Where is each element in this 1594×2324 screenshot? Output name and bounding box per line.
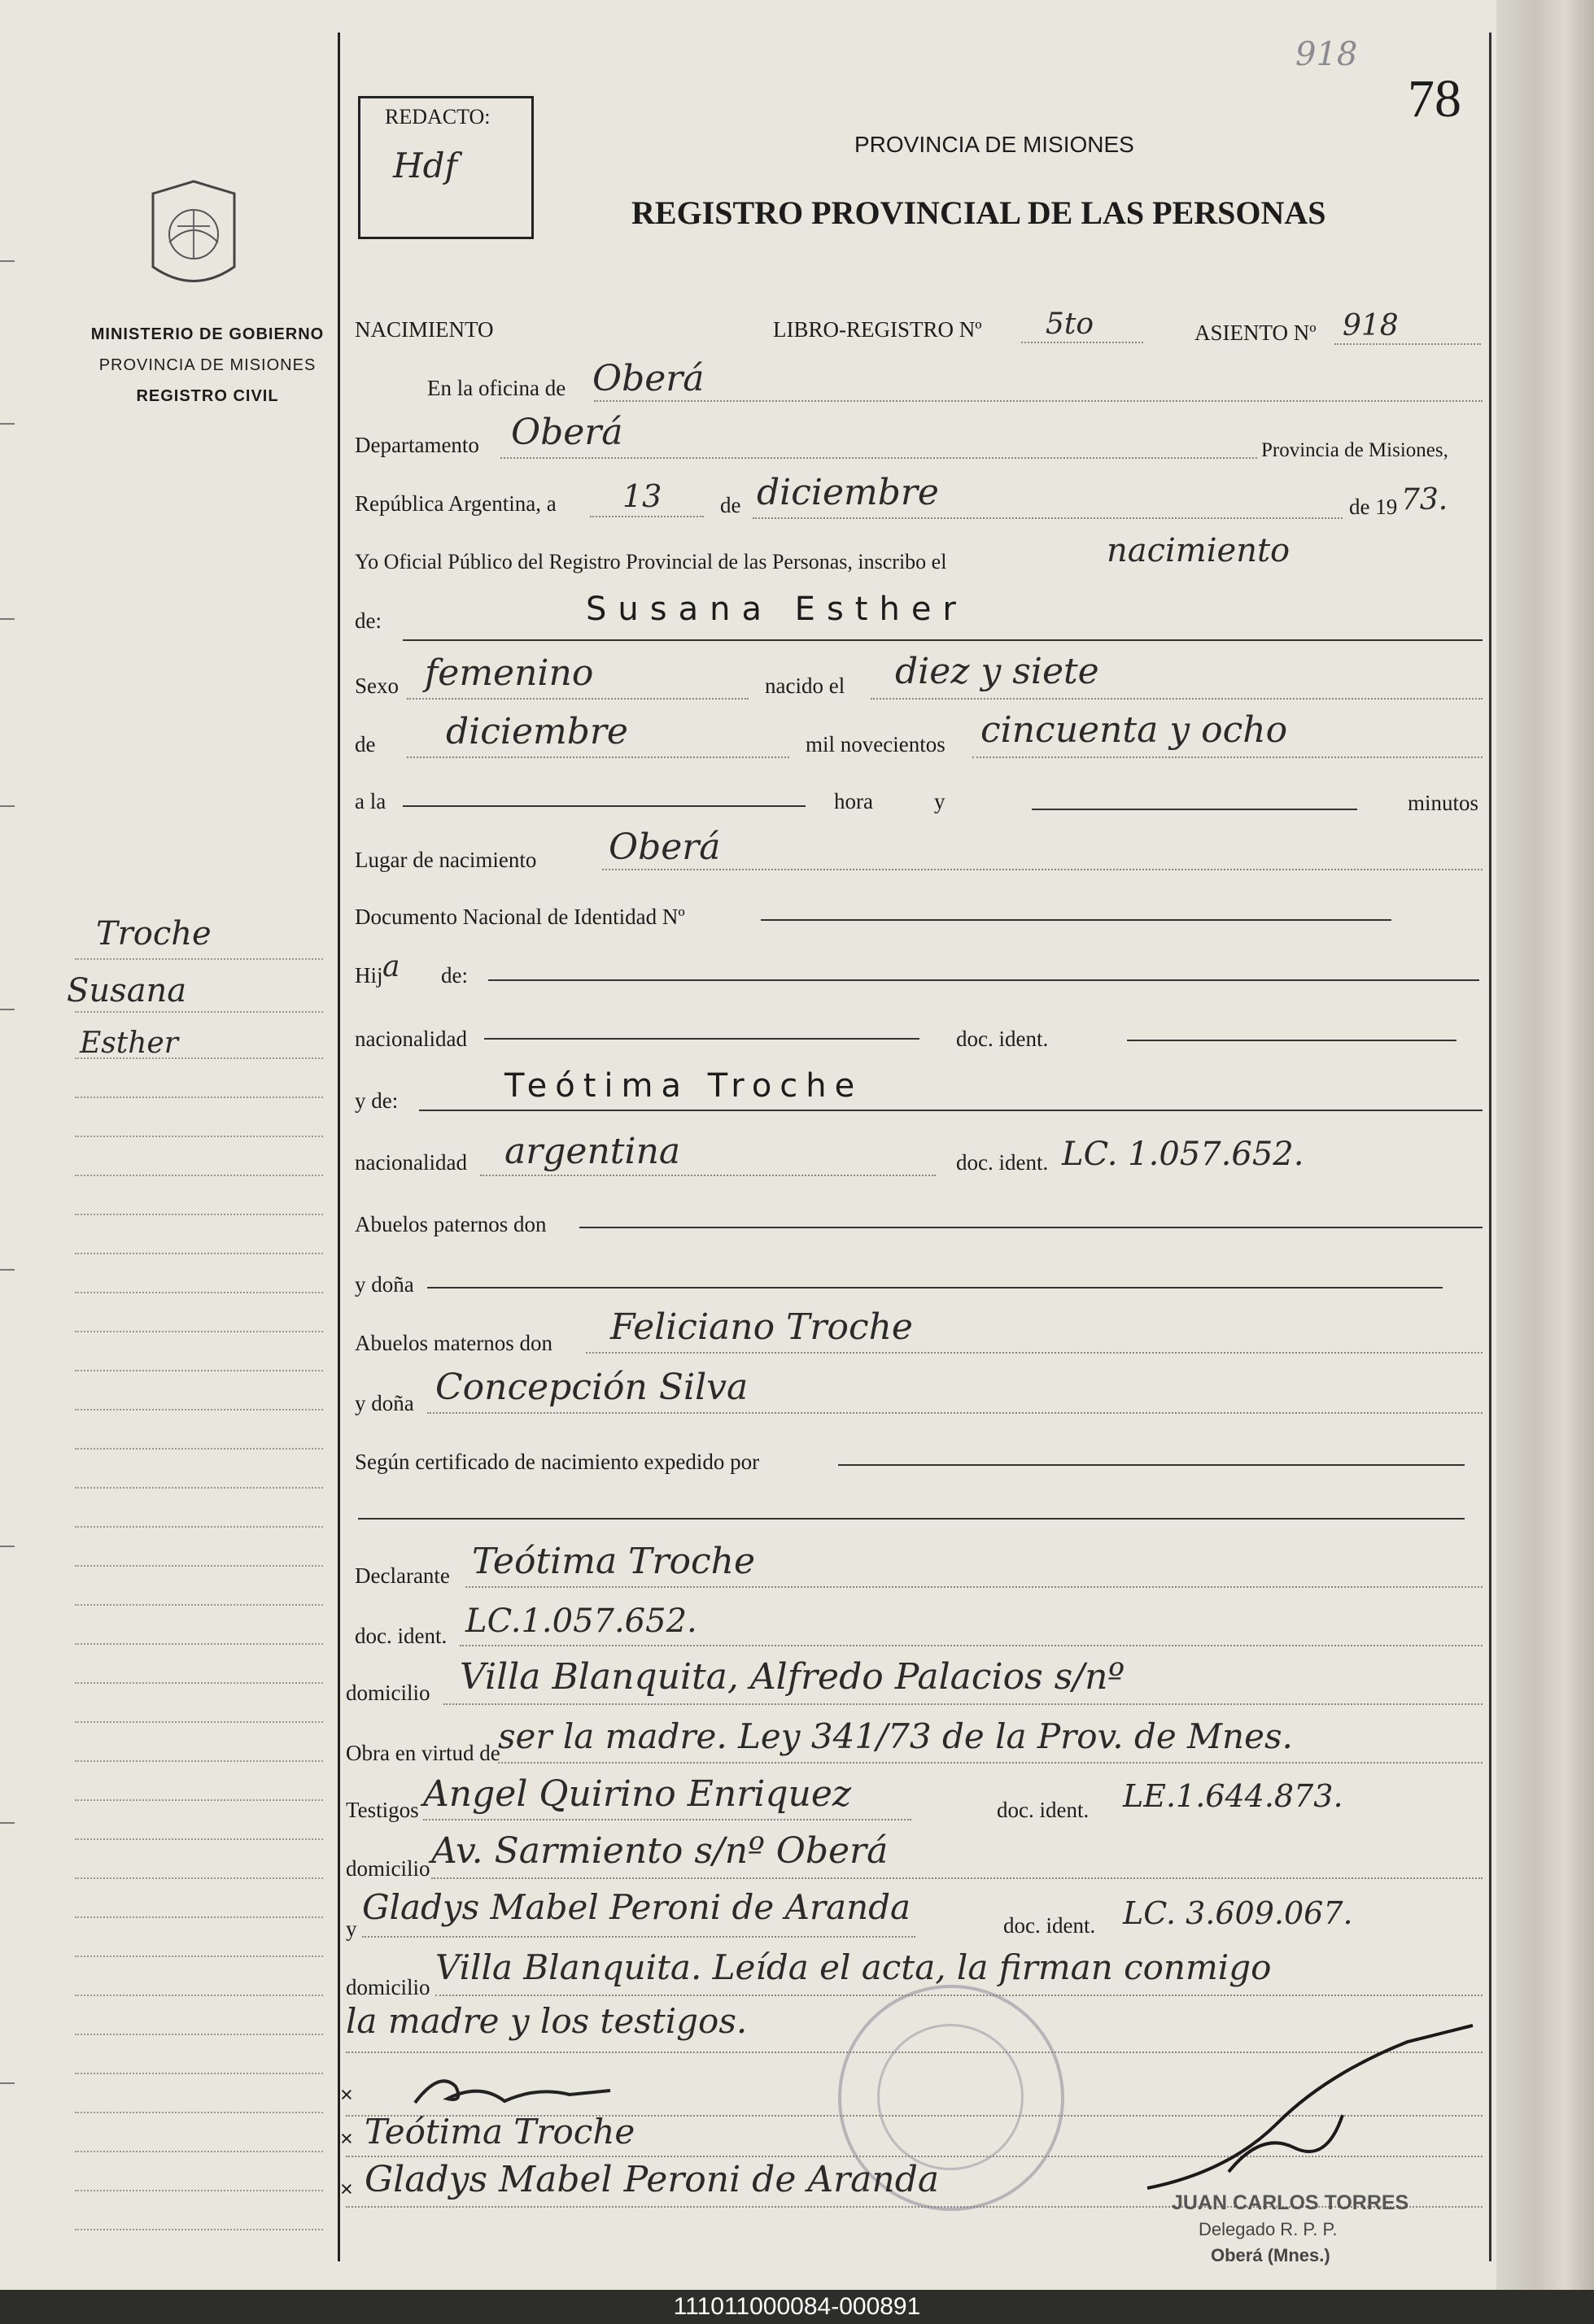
officer-place: Oberá (Mnes.) [1211, 2245, 1330, 2265]
sexo-line [407, 698, 749, 700]
testigo2-doc-label: doc. ident. [1003, 1913, 1096, 1938]
oficial-value: nacimiento [1107, 532, 1290, 569]
testigo1-domicilio: Av. Sarmiento s/nº Oberá [431, 1830, 889, 1872]
sig-mark-2: × [340, 2126, 353, 2151]
sidebar-line [75, 1995, 323, 1996]
year-label: de 19 [1349, 495, 1398, 519]
provincia-label: Provincia de Misiones, [1261, 439, 1448, 461]
declarante-label: Declarante [355, 1563, 450, 1588]
sidebar-line [75, 1799, 323, 1801]
father-nacionalidad-label: nacionalidad [355, 1027, 467, 1051]
mother-nacionalidad: argentina [504, 1131, 681, 1172]
departamento-label: Departamento [355, 433, 479, 457]
minutos-line [1032, 809, 1357, 810]
obra-line [498, 1762, 1483, 1764]
father-doc-line [1127, 1040, 1456, 1041]
ministry-line-1: MINISTERIO DE GOBIERNO [90, 325, 325, 343]
sidebar-line [75, 1409, 323, 1411]
province-heading: PROVINCIA DE MISIONES [854, 132, 1134, 157]
sidebar-line [75, 1253, 323, 1254]
sidebar-line [75, 2229, 323, 2230]
sidebar-line [75, 1487, 323, 1489]
abuelos-pat-label: Abuelos paternos don [355, 1212, 547, 1236]
redacto-box [358, 96, 534, 239]
republica-label: República Argentina, a [355, 491, 557, 516]
sidebar-line [75, 1877, 323, 1879]
asiento-line [1334, 343, 1481, 345]
officer-signature [1131, 2009, 1489, 2213]
edge-tick [0, 1546, 15, 1547]
libro-line [1021, 342, 1143, 343]
testigo1-name: Angel Quirino Enriquez [423, 1773, 852, 1815]
abuelo-pat-line [579, 1227, 1483, 1228]
hij-suffix: a [382, 950, 400, 983]
signature-1 [407, 2054, 618, 2119]
sidebar-line [75, 1721, 323, 1723]
testigo2-domicilio-label: domicilio [346, 1975, 430, 1999]
abuela-pat-label: y doña [355, 1272, 414, 1297]
type-label: NACIMIENTO [355, 317, 494, 342]
edge-tick [0, 1822, 15, 1824]
testigo1-doc: LE.1.644.873. [1123, 1778, 1343, 1814]
name-line [403, 639, 1483, 641]
month-line [753, 517, 1343, 519]
lugar-label: Lugar de nacimiento [355, 848, 537, 872]
oficial-text: Yo Oficial Público del Registro Provincial de las Personas, inscribo el [355, 550, 947, 573]
testigos-label: Testigos [346, 1798, 419, 1822]
testigo2-domicilio: Villa Blanquita. Leída el acta, la firman conmigo [435, 1947, 1272, 1987]
decl-doc-line [460, 1645, 1483, 1646]
sidebar-line [75, 1916, 323, 1918]
father-line [488, 979, 1479, 981]
round-stamp-inner [877, 2024, 1024, 2170]
redacto-label: REDACTO: [385, 105, 491, 129]
y-de-label: y de: [355, 1088, 399, 1113]
registered-name: Susana Esther [586, 591, 967, 628]
mil-label: mil novecientos [806, 732, 945, 756]
birth-year: cincuenta y ocho [980, 709, 1288, 751]
abuelos-mat-label: Abuelos maternos don [355, 1331, 552, 1355]
corner-number: 918 [1295, 36, 1358, 73]
edge-tick [0, 805, 15, 807]
testigo2-doc: LC. 3.609.067. [1123, 1895, 1353, 1931]
hij-de-label: de: [441, 963, 468, 988]
segun-label: Según certificado de nacimiento expedido por [355, 1450, 760, 1474]
sidebar-line [75, 1604, 323, 1606]
name-label: de: [355, 608, 382, 633]
mother-nacionalidad-label: nacionalidad [355, 1150, 467, 1175]
mother-line [419, 1110, 1483, 1111]
margin-second-name: Esther [80, 1027, 178, 1060]
sidebar-line [75, 1448, 323, 1450]
redacto-value: Hdf [393, 146, 458, 185]
decl-doc-value: LC.1.057.652. [465, 1602, 697, 1640]
decl-doc-label: doc. ident. [355, 1624, 448, 1648]
sig-mark-3: × [340, 2177, 353, 2201]
mother-doc: LC. 1.057.652. [1062, 1136, 1304, 1173]
sidebar-line [75, 2112, 323, 2113]
segun-line-2 [358, 1518, 1465, 1520]
sidebar-line [75, 1175, 323, 1176]
declarante-line [465, 1586, 1483, 1588]
decl-domicilio-label: domicilio [346, 1681, 430, 1705]
page-number: 78 [1408, 69, 1461, 129]
sidebar-line [75, 1331, 323, 1332]
obra-label: Obra en virtud de [346, 1741, 500, 1765]
abuelo-mat-line [586, 1352, 1483, 1354]
edge-tick [0, 1009, 15, 1010]
sidebar-line [75, 1370, 323, 1371]
de2-label: de [355, 732, 376, 756]
decl-domicilio-value: Villa Blanquita, Alfredo Palacios s/nº [460, 1656, 1125, 1698]
father-doc-label: doc. ident. [956, 1027, 1049, 1051]
sidebar-line [75, 1682, 323, 1684]
a-la-label: a la [355, 789, 386, 813]
libro-value: 5to [1046, 307, 1094, 341]
oficina-line [594, 400, 1483, 402]
minutos-label: minutos [1408, 791, 1479, 815]
nacido-line [871, 698, 1483, 700]
lugar-line [602, 869, 1483, 870]
registry-heading: REGISTRO PROVINCIAL DE LAS PERSONAS [631, 194, 1326, 231]
testigo1-dom-line [431, 1877, 1483, 1879]
de-label: de [720, 493, 741, 517]
lugar-value: Oberá [609, 826, 721, 868]
abuela-mat-line [427, 1412, 1483, 1414]
sidebar-line [75, 1214, 323, 1215]
sidebar-line [75, 2151, 323, 2152]
hij-label: Hij [355, 963, 383, 988]
day-line [590, 516, 704, 517]
sexo-value: femenino [425, 652, 594, 694]
officer-title: Delegado R. P. P. [1199, 2219, 1338, 2239]
testigo1-domicilio-label: domicilio [346, 1856, 430, 1881]
birth-month-line [407, 756, 789, 758]
ministry-seal [145, 177, 242, 299]
declarante-value: Teótima Troche [472, 1541, 756, 1582]
abuela-mat-value: Concepción Silva [435, 1367, 749, 1408]
father-nacionalidad-line [484, 1038, 919, 1040]
sidebar-line [75, 1011, 323, 1013]
testigo2-line [362, 1936, 915, 1938]
y-label: y [934, 789, 945, 813]
signature-2: Teótima Troche [365, 2112, 635, 2152]
sidebar-line [75, 1526, 323, 1528]
asiento-value: 918 [1343, 309, 1399, 342]
sexo-label: Sexo [355, 674, 399, 698]
mother-name: Teótima Troche [504, 1067, 863, 1105]
abuela-mat-label: y doña [355, 1391, 414, 1415]
obra-value: ser la madre. Ley 341/73 de la Prov. de Mnes. [498, 1716, 1293, 1756]
sidebar-line [75, 1292, 323, 1293]
sig-mark-1: × [340, 2082, 353, 2107]
sidebar-line [75, 2034, 323, 2035]
sidebar-line [75, 1956, 323, 1957]
testigo1-line [423, 1819, 911, 1820]
dni-line [761, 919, 1391, 921]
month-value: diciembre [757, 472, 939, 513]
edge-tick [0, 618, 15, 620]
day-value: 13 [622, 478, 662, 514]
edge-tick [0, 1269, 15, 1271]
sidebar-line [75, 2190, 323, 2191]
margin-first-name: Susana [67, 972, 187, 1009]
sidebar-line [75, 958, 323, 960]
dni-label: Documento Nacional de Identidad Nº [355, 905, 685, 929]
libro-label: LIBRO-REGISTRO Nº [773, 317, 982, 342]
departamento-value: Oberá [511, 412, 623, 453]
right-rule [1489, 33, 1491, 2261]
sidebar-line [75, 1760, 323, 1762]
y2-label: y [346, 1916, 357, 1941]
abuelo-mat-value: Feliciano Troche [610, 1306, 913, 1348]
officer-name: JUAN CARLOS TORRES [1172, 2191, 1409, 2214]
closing-text: la madre y los testigos. [346, 2001, 748, 2041]
decl-domicilio-line [443, 1703, 1483, 1705]
edge-tick [0, 423, 15, 425]
asiento-label: ASIENTO Nº [1194, 320, 1317, 345]
edge-tick [0, 260, 15, 262]
testigo2-name: Gladys Mabel Peroni de Aranda [362, 1887, 911, 1927]
signature-3: Gladys Mabel Peroni de Aranda [365, 2159, 940, 2200]
birth-month: diciembre [446, 711, 628, 752]
hora-line [403, 805, 806, 807]
nacido-label: nacido el [765, 674, 845, 698]
oficina-label: En la oficina de [427, 376, 566, 400]
sidebar-line [75, 1057, 323, 1059]
ministry-line-3: REGISTRO CIVIL [136, 387, 279, 405]
ministry-line-2: PROVINCIA DE MISIONES [98, 356, 317, 374]
abuela-pat-line [427, 1287, 1443, 1288]
departamento-line [500, 457, 1257, 459]
margin-rule [338, 33, 340, 2261]
page-edge [1496, 0, 1594, 2290]
mother-nacionalidad-line [480, 1175, 936, 1176]
sidebar-line [75, 1097, 323, 1098]
sidebar-line [75, 1838, 323, 1840]
sidebar-line [75, 1136, 323, 1137]
birth-year-line [972, 756, 1483, 758]
sidebar-line [75, 1565, 323, 1567]
segun-line [838, 1464, 1465, 1466]
mother-doc-label: doc. ident. [956, 1150, 1049, 1175]
testigo1-doc-label: doc. ident. [997, 1798, 1090, 1822]
oficina-value: Oberá [592, 358, 705, 399]
margin-surname: Troche [96, 915, 212, 953]
sidebar-line [75, 1643, 323, 1645]
nacido-value: diez y siete [895, 651, 1099, 692]
edge-tick [0, 2082, 15, 2084]
year-value: 73. [1401, 483, 1448, 517]
sidebar-line [75, 2073, 323, 2074]
hora-label: hora [834, 789, 873, 813]
scan-footer-code: 111011000084-000891 [0, 2290, 1594, 2324]
